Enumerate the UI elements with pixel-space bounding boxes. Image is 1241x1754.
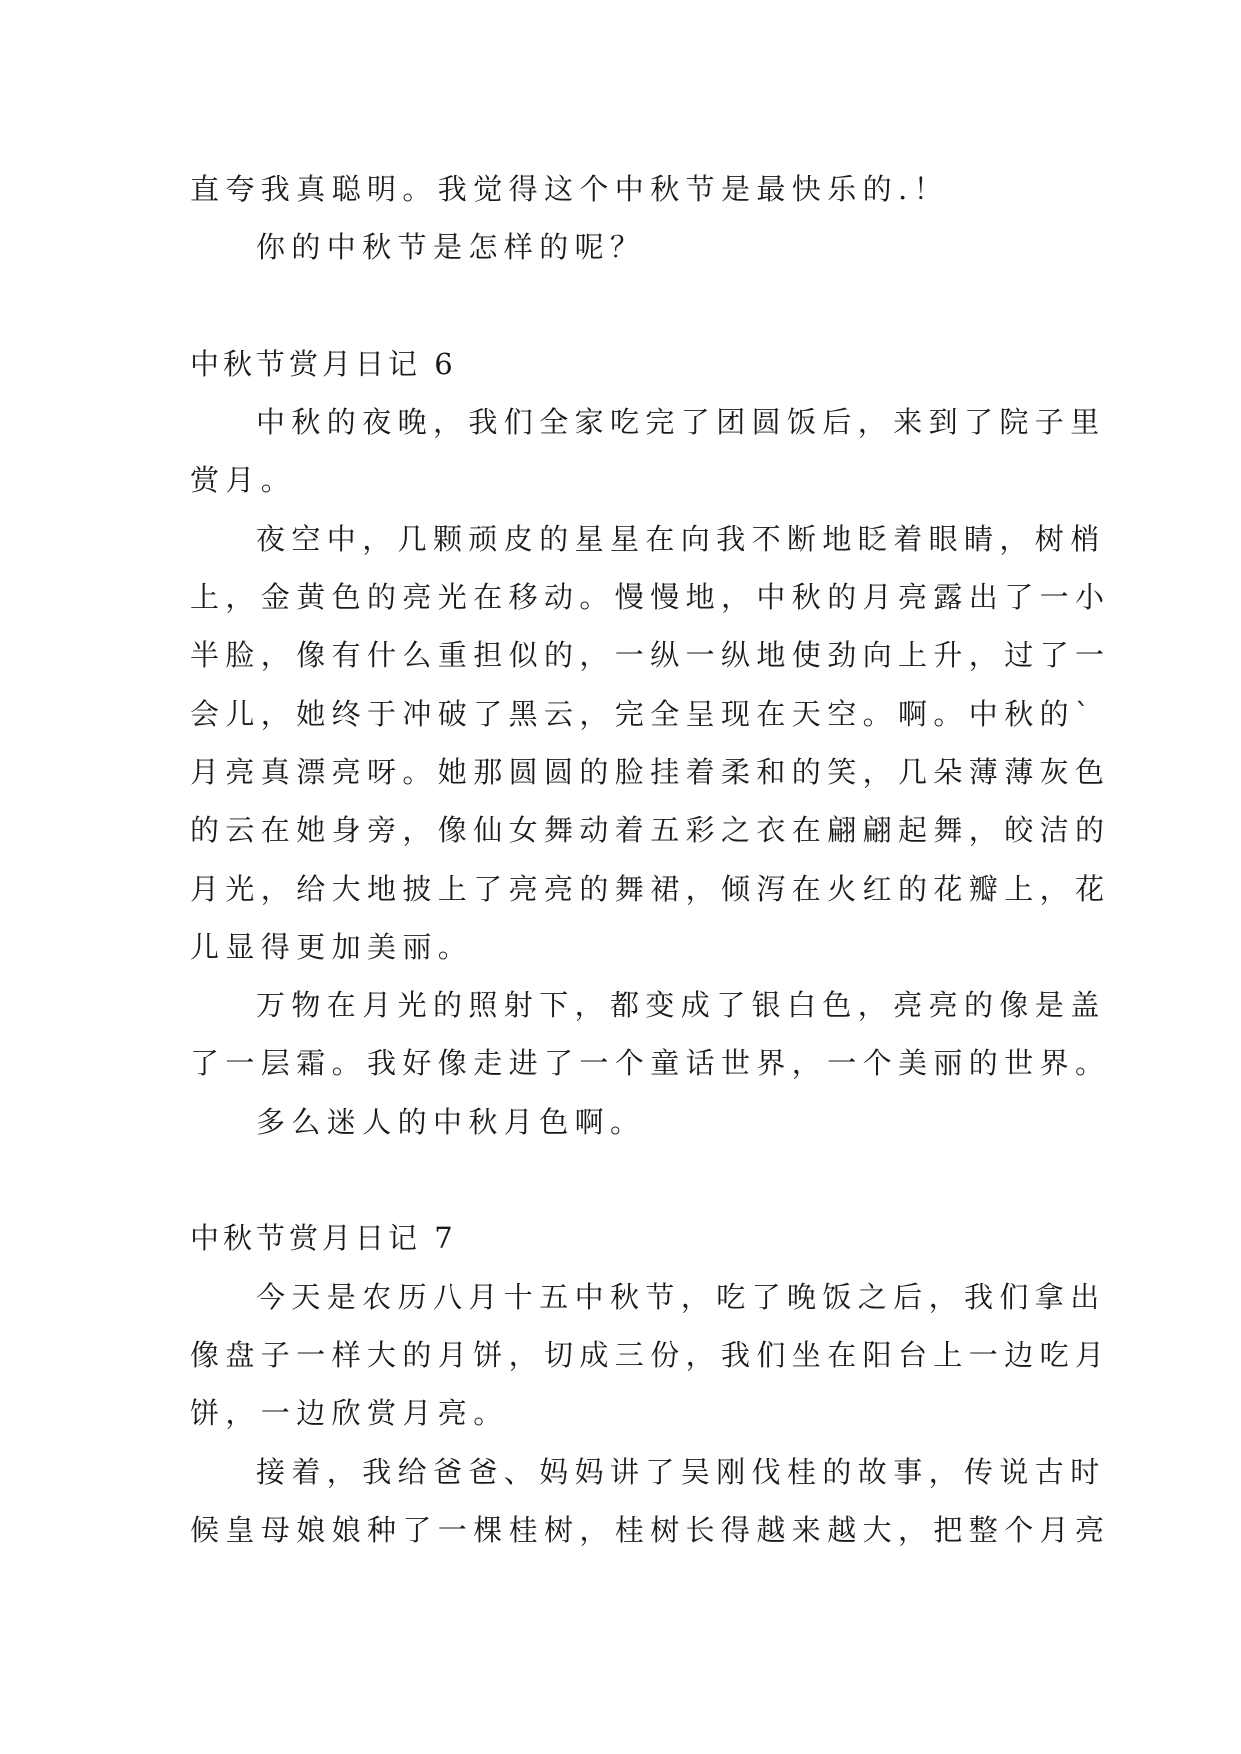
- paragraph-line: 月亮真漂亮呀。她那圆圆的脸挂着柔和的笑，几朵薄薄灰色: [190, 754, 1111, 789]
- paragraph-line: 接着，我给爸爸、妈妈讲了吴刚伐桂的故事，传说古时: [256, 1454, 1106, 1489]
- paragraph-line: 夜空中，几颗顽皮的星星在向我不断地眨着眼睛，树梢: [256, 521, 1106, 556]
- paragraph-line: 你的中秋节是怎样的呢？: [256, 230, 646, 265]
- section-heading-7: 中秋节赏月日记 7: [190, 1221, 457, 1256]
- paragraph-line: 多么迷人的中秋月色啊。: [256, 1104, 646, 1139]
- paragraph-line: 万物在月光的照射下，都变成了银白色，亮亮的像是盖: [256, 988, 1106, 1023]
- paragraph-line: 中秋的夜晚，我们全家吃完了团圆饭后，来到了院子里: [256, 405, 1106, 440]
- paragraph-line: 半脸，像有什么重担似的，一纵一纵地使劲向上升，过了一: [190, 638, 1111, 673]
- paragraph-line: 的云在她身旁，像仙女舞动着五彩之衣在翩翩起舞，皎洁的: [190, 813, 1111, 848]
- blank-line: [190, 277, 1070, 335]
- paragraph-line: 月光，给大地披上了亮亮的舞裙，倾泻在火红的花瓣上，花: [190, 871, 1111, 906]
- paragraph-line: 赏月。: [190, 463, 297, 498]
- paragraph-line: 今天是农历八月十五中秋节，吃了晚饭之后，我们拿出: [256, 1279, 1106, 1314]
- paragraph-line: 会儿，她终于冲破了黑云，完全呈现在天空。啊。中秋的`: [190, 696, 1096, 731]
- paragraph-line: 了一层霜。我好像走进了一个童话世界，一个美丽的世界。: [190, 1046, 1111, 1081]
- blank-line: [190, 1151, 1070, 1209]
- paragraph-line: 候皇母娘娘种了一棵桂树，桂树长得越来越大，把整个月亮: [190, 1512, 1111, 1547]
- paragraph-line: 上，金黄色的亮光在移动。慢慢地，中秋的月亮露出了一小: [190, 580, 1111, 615]
- section-heading-6: 中秋节赏月日记 6: [190, 346, 457, 381]
- paragraph-line: 像盘子一样大的月饼，切成三份，我们坐在阳台上一边吃月: [190, 1337, 1111, 1372]
- document-body: [190, 160, 1111, 1559]
- paragraph-line: 饼，一边欣赏月亮。: [190, 1396, 509, 1431]
- paragraph-line: 儿显得更加美丽。: [190, 929, 474, 964]
- paragraph-line: 直夸我真聪明。我觉得这个中秋节是最快乐的.！: [190, 172, 950, 206]
